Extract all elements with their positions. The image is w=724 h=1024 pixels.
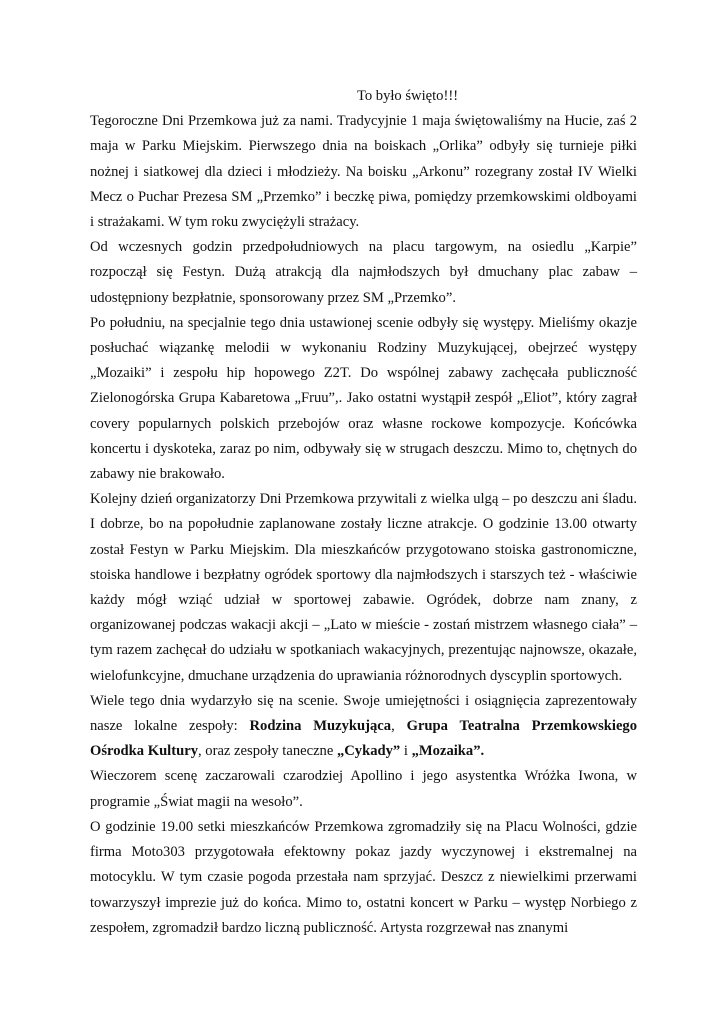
document-page <box>90 84 637 941</box>
paragraph-festyn-karpie: Od wczesnych godzin przedpołudniowych na placu targowym, na osiedlu „Karpie” rozpoczął się Festyn. Dużą atrakcją dla najmłodszych był dmuchany plac zabaw – udostępniony bezpłatnie, sponsorowany przez SM „Przemko”. <box>90 239 637 306</box>
local-bands-text-3: , oraz zespoły taneczne <box>198 743 337 760</box>
paragraph-afternoon-performances: Po południu, na specjalnie tego dnia ustawionej scenie odbyły się występy. Mieliśmy okazje posłuchać wiązankę melodii w wykonaniu Rodziny Muzykującej, obejrzeć występy „Mozaiki” i zespołu hip hopowego Z2T. Do wspólnej zabawy zachęcała publiczność Zielonogórska Grupa Kabaretowa „Fruu”,. Jako ostatni wystąpił zespół „Eliot”, który zagrał covery popularnych polskich przebojów oraz własne rockowe kompozycje. Końcówka koncertu i dyskoteka, zaraz po nim, odbywały się w strugach deszczu. Mimo to, chętnych do zabawy nie brakowało. <box>90 314 637 483</box>
paragraph-moto-show: O godzinie 19.00 setki mieszkańców Przemkowa zgromadziły się na Placu Wolności, gdzie firma Moto303 przygotowała efektowny pokaz jazdy wyczynowej i ekstremalnej na motocyklu. W tym czasie pogoda przestała nam sprzyjać. Deszcz z niewielkimi przerwami towarzyszył imprezie już do końca. Mimo to, ostatni koncert w Parku – występ Norbiego z zespołem, zgromadził bardzo liczną publiczność. Artysta rozgrzewał nas znanymi <box>90 818 637 936</box>
local-bands-text-1: Wiele tego dnia wydarzyło się na scenie. Swoje umiejętności i osiągnięcia zaprezentowały nasze lokalne zespoły: <box>90 692 637 735</box>
local-bands-text-2: , <box>391 718 407 735</box>
local-bands-text-4: i <box>400 743 412 760</box>
band-mozaika: „Mozaika”. <box>411 743 485 760</box>
paragraph-day1-intro: Tegoroczne Dni Przemkowa już za nami. Tradycyjnie 1 maja świętowaliśmy na Hucie, zaś 2 maja w Parku Miejskim. Pierwszego dnia na boiskach „Orlika” odbyły się turnieje piłki nożnej i siatkowej dla dzieci i młodzieży. Na boisku „Arkonu” rozegrany został IV Wielki Mecz o Puchar Prezesa SM „Przemko” i beczkę piwa, pomiędzy przemkowskimi oldboyami i strażakami. W tym roku zwyciężyli strażacy. <box>90 113 637 231</box>
band-grupa-teatralna: Grupa Teatralna Przemkowskiego Ośrodka Kultury <box>90 718 638 760</box>
band-rodzina-muzykujaca: Rodzina Muzykująca <box>249 718 392 735</box>
paragraph-day2-festyn: Kolejny dzień organizatorzy Dni Przemkowa przywitali z wielka ulgą – po deszczu ani śladu. I dobrze, bo na popołudnie zaplanowane zostały liczne atrakcje. O godzinie 13.00 otwarty został Festyn w Parku Miejskim. Dla mieszkańców przygotowano stoiska gastronomiczne, stoiska handlowe i bezpłatny ogródek sportowy dla najmłodszych i starszych też - właściwie każdy mógł wziąć udział w sportowej zabawie. Ogródek, dobrze nam znany, z organizowanej podczas wakacji akcji – „Lato w mieście - zostań mistrzem własnego ciała” – tym razem zachęcał do udziału w spotkaniach wakacyjnych, prezentując najnowsze, okazałe, wielofunkcyjne, dmuchane urządzenia do uprawiania różnorodnych dyscyplin sportowych. <box>90 491 637 684</box>
paragraph-evening-magic: Wieczorem scenę zaczarowali czarodziej Apollino i jego asystentka Wróżka Iwona, w programie „Świat magii na wesoło”. <box>90 768 637 810</box>
band-cykady: „Cykady” <box>336 743 401 760</box>
document-title: To było święto!!! <box>356 88 459 104</box>
paragraph-local-bands <box>90 689 637 765</box>
